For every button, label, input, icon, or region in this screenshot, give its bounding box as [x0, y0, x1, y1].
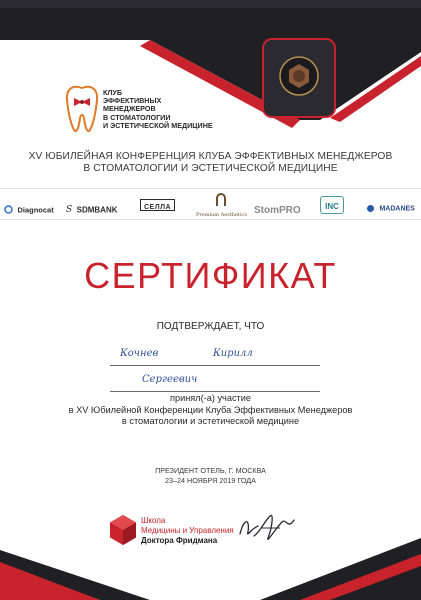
sdmbank-label: SDMBANK [76, 205, 118, 215]
sponsor-premium [196, 193, 246, 218]
club-line-5: И ЭСТЕТИЧЕСКОЙ МЕДИЦИНЕ [103, 120, 213, 130]
club-line-1: КЛУБ [103, 88, 123, 97]
venue-block [0, 466, 421, 486]
school-line-2: Медицины и Управления [141, 526, 234, 535]
bottom-decorative-band [0, 530, 421, 600]
confirms-text: ПОДТВЕРЖДАЕТ, ЧТО [156, 321, 265, 332]
premium-arch-icon [214, 193, 228, 207]
sponsor-divider-bottom [0, 219, 421, 220]
diagnocat-label: Diagnocat [17, 205, 54, 215]
sponsor-divider-top [0, 188, 421, 189]
sdm-mark-icon: S [66, 204, 73, 215]
venue-text: ПРЕЗИДЕНТ ОТЕЛЬ, Г. МОСКВА [155, 466, 266, 475]
participation-text [0, 393, 421, 428]
sponsor-madanes [366, 200, 415, 218]
club-line-3: МЕНЕДЖЕРОВ [103, 104, 156, 114]
dates-text: 23–24 НОЯБРЯ 2019 ГОДА [165, 476, 256, 485]
diagnocat-icon [4, 205, 13, 214]
name-surname: Кочнев [120, 348, 159, 359]
conference-title [0, 151, 421, 175]
premium-label: Premium Aesthetics [196, 212, 247, 218]
participation-line-2: в XV Юбилейной Конференции Клуба Эффективных Менеджеров [68, 404, 353, 415]
name-underline-2 [110, 391, 320, 392]
name-underline-1 [110, 365, 320, 366]
stompro-label: StomPRO [254, 205, 301, 216]
sponsor-sdmbank [66, 201, 118, 219]
conference-title-line-2: В СТОМАТОЛОГИИ И ЭСТЕТИЧЕСКОЙ МЕДИЦИНЕ [83, 163, 338, 174]
school-line-1: Школа [141, 516, 166, 525]
club-line-4: В СТОМАТОЛОГИИ [103, 112, 171, 122]
participation-line-1: принял(-а) участие [169, 393, 251, 403]
club-name [103, 89, 243, 130]
sella-label: СЕЛЛА [144, 204, 172, 211]
sponsor-stompro [254, 200, 301, 218]
participation-line-3: в стоматологии и эстетической медицине [121, 416, 300, 426]
sponsor-sella [140, 199, 175, 211]
madanes-label: MADANES [379, 205, 415, 213]
medal-icon [264, 40, 334, 116]
medal-badge [264, 40, 334, 116]
club-logo-icon [64, 82, 100, 134]
club-line-2: ЭФФЕКТИВНЫХ [103, 96, 162, 106]
sponsor-diagnocat [4, 201, 54, 219]
name-first: Кирилл [213, 348, 253, 359]
certificate-title: СЕРТИФИКАТ [84, 255, 337, 296]
name-patronymic: Сергеевич [142, 374, 198, 385]
inc-label: INC [325, 202, 339, 211]
madanes-icon [366, 204, 375, 213]
school-line-3-text: Доктора Фридмана [141, 536, 218, 545]
conference-title-line-1: XV ЮБИЛЕЙНАЯ КОНФЕРЕНЦИЯ КЛУБА ЭФФЕКТИВНЫХ МЕНЕДЖЕРОВ [28, 151, 393, 162]
sponsor-inc [320, 196, 344, 214]
